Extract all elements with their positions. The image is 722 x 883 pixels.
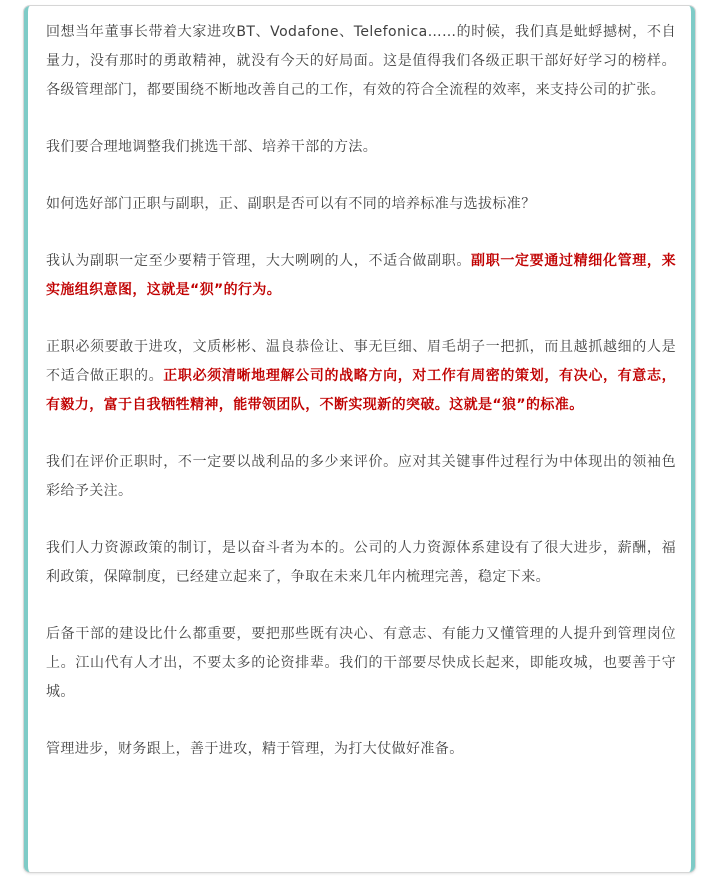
paragraph-text: 后备干部的建设比什么都重要，要把那些既有决心、有意志、有能力又懂管理的人提升到管理岗位上。江山代有人才出，不要太多的论资排辈。我们的干部要尽快成长起来，即能攻城，也要善于守城。 — [46, 626, 676, 700]
paragraph-text: 我们人力资源政策的制订，是以奋斗者为本的。公司的人力资源体系建设有了很大进步，薪酬，福利政策，保障制度，已经建立起来了，争取在未来几年内梳理完善，稳定下来。 — [46, 540, 676, 585]
paragraph-text: 正职必须要敢于进攻，文质彬彬、温良恭俭让、事无巨细、眉毛胡子一把抓，而且越抓越细的人是不适合做正职的。 — [46, 339, 676, 384]
paragraph-9 — [46, 735, 676, 764]
paragraph-1 — [46, 18, 676, 105]
paragraph-text: 回想当年董事长带着大家进攻BT、Vodafone、Telefonica……的时候，我们真是蚍蜉撼树，不自量力，没有那时的勇敢精神，就没有今天的好局面。这是值得我们各级正职干部好好学习的榜样。各级管理部门，都要围绕不断地改善自己的工作，有效的符合全流程的效率，来支持公司的扩张。 — [46, 24, 676, 98]
highlighted-text: 副职一定要通过精细化管理，来实施组织意图，这就是“狈”的行为。 — [46, 253, 676, 298]
paragraph-text: 我们在评价正职时，不一定要以战利品的多少来评价。应对其关键事件过程行为中体现出的领袖色彩给予关注。 — [46, 454, 676, 499]
article-body — [46, 18, 676, 764]
article-card — [24, 6, 695, 872]
highlighted-text: 正职必须清晰地理解公司的战略方向，对工作有周密的策划，有决心，有意志，有毅力，富于自我牺牲精神，能带领团队，不断实现新的突破。这就是“狼”的标准。 — [46, 368, 677, 413]
paragraph-4 — [46, 247, 676, 305]
paragraph-5 — [46, 333, 676, 420]
paragraph-2 — [46, 133, 676, 162]
paragraph-text: 管理进步，财务跟上，善于进攻，精于管理，为打大仗做好准备。 — [46, 741, 464, 757]
paragraph-text: 我们要合理地调整我们挑选干部、培养干部的方法。 — [46, 139, 378, 155]
paragraph-text: 我认为副职一定至少要精于管理，大大咧咧的人，不适合做副职。 — [46, 253, 472, 269]
paragraph-text: 如何选好部门正职与副职，正、副职是否可以有不同的培养标准与选拔标准？ — [46, 196, 536, 212]
paragraph-6 — [46, 448, 676, 506]
paragraph-3 — [46, 190, 676, 219]
paragraph-7 — [46, 534, 676, 592]
paragraph-8 — [46, 620, 676, 707]
